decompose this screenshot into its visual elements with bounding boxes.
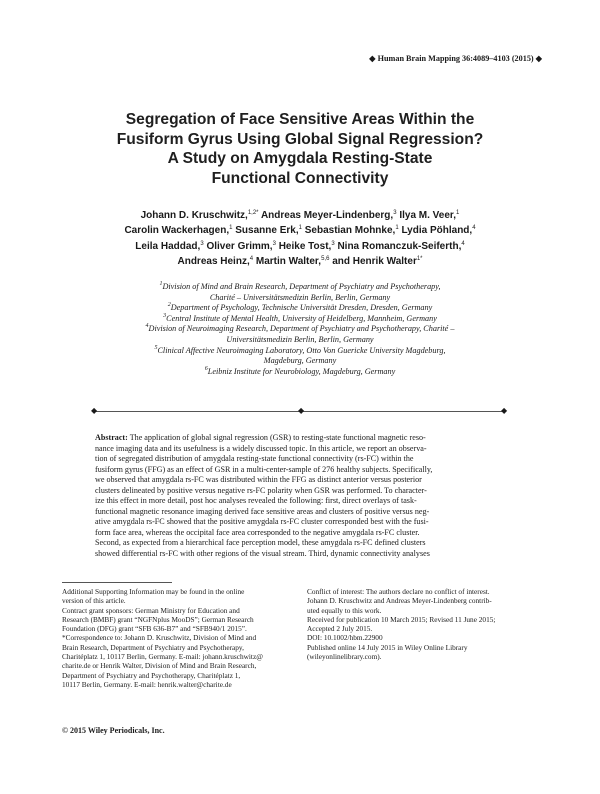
abstract-line: form face area, whereas the occipital face area corresponded to the negative amygdala rs-FC cluster.: [95, 527, 420, 537]
footnote-line: version of this article.: [62, 596, 126, 606]
author-line: [50, 239, 550, 254]
author-name: and Henrik Walter: [332, 255, 417, 267]
affiliation-text: Division of Mind and Brain Research, Department of Psychiatry and Psychotherapy,: [162, 282, 441, 291]
author-name: Lydia Pöhland,: [401, 225, 473, 237]
author-name: Heike Tost,: [278, 240, 332, 252]
author-name: Ilya M. Veer,: [399, 210, 457, 221]
author-line: [50, 254, 550, 269]
affiliation-line: [50, 346, 550, 357]
affiliation-text: Universitätsmedizin Berlin, Berlin, Germany: [226, 334, 374, 344]
author-sup: 1*: [416, 255, 423, 262]
author-name: Sebastian Mohnke,: [304, 225, 396, 237]
affiliation-sup: 4: [145, 323, 149, 330]
footnote-line: (wileyonlinelibrary.com).: [307, 652, 382, 662]
affiliation-sup: 1: [159, 281, 163, 287]
author-sup: 1,2*: [247, 210, 259, 216]
author-name: Susanne Erk,: [235, 225, 299, 237]
footnote-line: Conflict of interest: The authors declare no conflict of interest.: [307, 587, 490, 596]
footnote-line: *Correspondence to: Johann D. Kruschwitz, Division of Mind and: [62, 633, 257, 643]
affiliation-line: [50, 367, 550, 378]
abstract-line: nance imaging data and its usefulness is a widely discussed topic. In this article, we report an observa-: [95, 443, 427, 453]
diamond-ornament-icon: ◆: [501, 406, 508, 415]
footnote-line: uted equally to this work.: [307, 605, 382, 615]
abstract-line: showed differential rs-FC with other regions of the visual stream. Third, dynamic connectivity analyses: [95, 549, 430, 559]
author-sup: 1: [229, 225, 233, 232]
author-sup: 3: [331, 240, 335, 247]
affiliation-sup: 6: [204, 365, 208, 372]
footnote-line: Johann D. Kruschwitz and Andreas Meyer-Lindenberg contrib-: [307, 596, 492, 606]
affiliation-text: Department of Psychology, Technische Universität Dresden, Dresden, Germany: [170, 303, 433, 313]
affiliation-text: Magdeburg, Germany: [263, 356, 337, 366]
affiliation-text: Clinical Affective Neuroimaging Laboratory, Otto Von Guericke University Magdeburg,: [157, 345, 446, 355]
affiliation-line: [50, 324, 550, 335]
footnote-line: DOI: 10.1002/hbm.22900: [307, 633, 383, 643]
affiliation-line: [50, 335, 550, 346]
author-name: Carolin Wackerhagen,: [124, 225, 230, 237]
footnote-rule: [62, 582, 172, 583]
author-line: [50, 208, 550, 223]
author-list: [50, 208, 550, 269]
abstract-line: [95, 433, 507, 444]
footnote-line: Contract grant sponsors: German Ministry for Education and: [62, 605, 240, 615]
title-line: Functional Connectivity: [211, 169, 389, 187]
author-sup: 3: [272, 240, 276, 247]
author-name: Andreas Meyer-Lindenberg,: [260, 210, 394, 221]
author-line: [50, 223, 550, 238]
abstract-line: clusters delineated by positive versus negative rs-FC polarity when GSR was performed. To character-: [95, 485, 427, 495]
journal-header: ◆ Human Brain Mapping 36:4089–4103 (2015) ◆: [369, 54, 542, 63]
affiliation-sup: 2: [167, 302, 171, 309]
affiliation-text: Charité – Universitätsmedizin Berlin, Berlin, Germany: [209, 292, 391, 302]
footnote-line: Foundation (DFG) grant “SFB 636-B7” and “SFB940/1 2015”.: [62, 624, 247, 634]
footnote-line: Department of Psychiatry and Psychotherapy, Charitéplatz 1,: [62, 670, 241, 680]
abstract-line: ative amygdala rs-FC showed that the positive amygdala rs-FC cluster corresponded best with the fusi-: [95, 517, 429, 527]
affiliation-line: [50, 293, 550, 304]
affiliation-text: Central Institute of Mental Health, University of Heidelberg, Mannheim, Germany: [166, 313, 437, 323]
author-name: Martin Walter,: [255, 255, 322, 267]
author-name: Johann D. Kruschwitz,: [140, 210, 248, 221]
title-line: Segregation of Face Sensitive Areas Within the: [125, 111, 475, 128]
copyright: © 2015 Wiley Periodicals, Inc.: [62, 726, 165, 735]
author-sup: 4: [461, 240, 465, 247]
abstract-line: functional magnetic resonance imaging derived face sensitive areas and clusters of positive versus neg-: [95, 506, 430, 516]
affiliation-sup: 5: [154, 344, 158, 351]
paper-title: [60, 110, 540, 188]
author-sup: 4: [249, 255, 254, 262]
affiliation-line: [50, 314, 550, 325]
author-sup: 1: [298, 225, 302, 232]
author-sup: 1: [395, 225, 399, 232]
abstract-label: Abstract:: [95, 433, 128, 442]
footnote-line: Additional Supporting Information may be found in the online: [62, 587, 245, 596]
author-name: Oliver Grimm,: [206, 240, 273, 252]
diamond-ornament-icon: ◆: [298, 406, 305, 415]
footnote-line: Charitéplatz 1, 10117 Berlin, Germany. E-mail: johann.kruschwitz@: [62, 652, 263, 662]
abstract: [95, 433, 507, 560]
footnote-line: Brain Research, Department of Psychiatry and Psychotherapy,: [62, 642, 244, 652]
title-line: A Study on Amygdala Resting-State: [167, 150, 433, 167]
affiliation-line: [50, 282, 550, 293]
footnote-line: Published online 14 July 2015 in Wiley Online Library: [307, 642, 468, 652]
footnote-line: Received for publication 10 March 2015; Revised 11 June 2015;: [307, 614, 496, 624]
abstract-text: The application of global signal regression (GSR) to resting-state functional magnetic reso-: [127, 433, 426, 442]
affiliation-text: Division of Neuroimaging Research, Department of Psychiatry and Psychotherapy, Charité –: [148, 324, 455, 334]
abstract-line: tion of segregated distribution of amygdala resting-state functional connectivity (rs-FC) within the: [95, 454, 414, 464]
abstract-line: we observed that amygdala rs-FC was distributed within the FFG as distinct anterior versus posterior: [95, 475, 422, 485]
affiliations: [50, 282, 550, 377]
footnote-line: Accepted 2 July 2015.: [307, 624, 373, 634]
affiliation-line: [50, 356, 550, 367]
author-sup: 1: [456, 210, 460, 216]
title-line: Fusiform Gyrus Using Global Signal Regression?: [116, 130, 484, 148]
author-name: Leila Haddad,: [135, 240, 201, 252]
author-sup: 3: [200, 240, 204, 247]
abstract-line: ize this effect in more detail, post hoc analyses revealed the following: first, direct overlays of task-: [95, 496, 417, 506]
diamond-ornament-icon: ◆: [91, 406, 98, 415]
author-name: Nina Romanczuk-Seiferth,: [337, 240, 462, 252]
affiliation-line: [50, 303, 550, 314]
abstract-line: fusiform gyrus (FFG) as an effect of GSR in a multi-center-sample of 276 healthy subjects. Specifically,: [95, 464, 433, 474]
author-name: Andreas Heinz,: [177, 255, 250, 267]
footnote-line: Research (BMBF) grant “NGFNplus MooDS”; German Research: [62, 614, 254, 624]
author-sup: 4: [472, 225, 476, 232]
footnote-line: 10117 Berlin, Germany. E-mail: henrik.walter@charite.de: [62, 679, 232, 689]
author-sup: 5,6: [321, 255, 330, 262]
author-sup: 3: [393, 210, 397, 216]
affiliation-text: Leibniz Institute for Neurobiology, Magdeburg, Germany: [207, 366, 396, 376]
footnotes-left: [62, 587, 302, 689]
footnote-line: charite.de or Henrik Walter, Division of Mind and Brain Research,: [62, 661, 257, 671]
footnotes-right: [307, 587, 547, 661]
abstract-line: Second, as expected from a hierarchical face perception model, these amygdala rs-FC defined clusters: [95, 538, 426, 548]
affiliation-sup: 3: [163, 312, 167, 319]
